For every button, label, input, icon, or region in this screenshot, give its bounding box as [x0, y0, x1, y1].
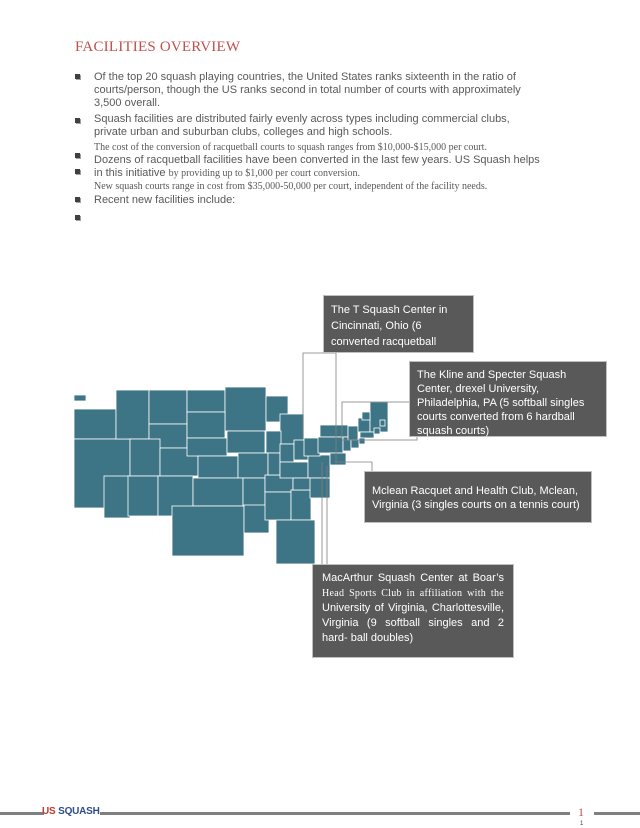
callout-mclean: Mclean Racquet and Health Club, Mclean, Virginia (3 singles courts on a tennis court) — [364, 471, 592, 523]
page-title: FACILITIES OVERVIEW — [75, 39, 241, 55]
page-number-sub: 1 — [580, 821, 584, 827]
footer-rule — [0, 812, 44, 815]
page-number: 1 — [578, 805, 584, 819]
note-text: New squash courts range in cost from $35,000-50,000 per court, independent of the facility needs. — [94, 181, 488, 192]
bullet-line: Of the top 20 squash playing countries, the United States ranks sixteenth in the ratio of — [94, 71, 516, 83]
bullet-line: in this initiative by providing up to $1,000 per court conversion. — [94, 167, 360, 179]
footer-rule — [594, 812, 640, 815]
bullet-line: private urban and suburban clubs, colleges and high schools. — [94, 126, 393, 138]
bullet-line: courts/person, though the US ranks second in total number of courts with approximately — [94, 84, 521, 96]
us-squash-logo: US SQUASH — [42, 806, 100, 817]
bullet-line: 3,500 overall. — [94, 97, 161, 109]
callout-philadelphia: The Kline and Specter Squash Center, drexel University, Philadelphia, PA (5 softball singles courts converted from 6 hardball squash courts) — [409, 361, 607, 437]
bullet-line: Squash facilities are distributed fairly evenly across types including commercial clubs, — [94, 113, 510, 125]
bullet-text: Recent new facilities include: — [94, 194, 236, 206]
bullet-line: Dozens of racquetball facilities have been converted in the last few years. US Squash helps — [94, 154, 540, 166]
note-text: The cost of the conversion of racquetball courts to squash ranges from $10,000-$15,000 per court. — [94, 142, 487, 153]
footer-rule — [100, 812, 570, 815]
callout-cincinnati: The T Squash Center in Cincinnati, Ohio (6 converted racquetball — [323, 295, 474, 353]
callout-charlottesville: MacArthur Squash Center at Boar’s Head Sports Club in affiliation with the University of Virginia, Charlottesville, Virginia (9 softball singles and 2 hard- ball doubles) — [312, 564, 514, 658]
